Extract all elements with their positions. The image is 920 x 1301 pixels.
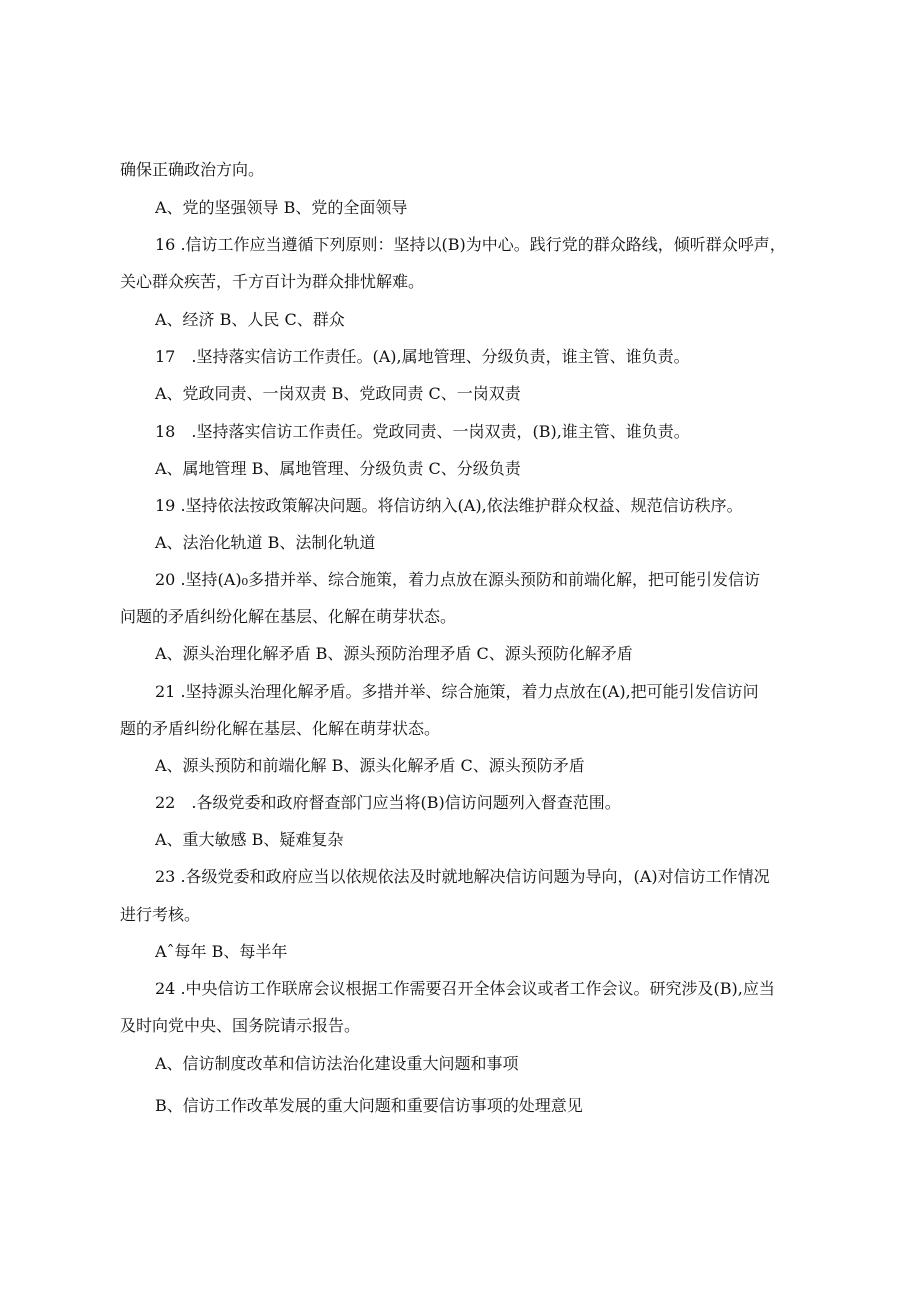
question-21: 21 .坚持源头治理化解矛盾。多措并举、综合施策，着力点放在(A),把可能引发信访问 <box>155 682 759 701</box>
answer-options-line: Aˆ每年 B、每半年 <box>155 942 288 961</box>
text-line: 关心群众疾苦，千方百计为群众排忧解难。 <box>120 272 425 291</box>
question-20: 20 .坚持(A)₀多措并举、综合施策，着力点放在源头预防和前端化解，把可能引发信访 <box>155 570 760 589</box>
question-22: 22 .各级党委和政府督查部门应当将(B)信访问题列入督查范围。 <box>155 793 621 812</box>
question-18: 18 .坚持落实信访工作责任。党政同责、一岗双责，(B),谁主管、谁负责。 <box>155 422 690 441</box>
question-16: 16 .信访工作应当遵循下列原则：坚持以(B)为中心。践行党的群众路线，倾听群众呼声， <box>155 235 786 254</box>
question-17: 17 .坚持落实信访工作责任。(A),属地管理、分级负责，谁主管、谁负责。 <box>155 347 690 366</box>
text-line: 题的矛盾纠纷化解在基层、化解在萌芽状态。 <box>120 719 441 738</box>
text-line: 确保正确政治方向。 <box>120 160 265 179</box>
answer-options-line: A、重大敏感 B、疑难复杂 <box>155 830 344 849</box>
answer-options-line: A、经济 B、人民 C、群众 <box>155 310 345 329</box>
answer-option-b: B、信访工作改革发展的重大问题和重要信访事项的处理意见 <box>155 1096 583 1115</box>
answer-options-line: A、党的坚强领导 B、党的全面领导 <box>155 198 408 217</box>
text-line: 进行考核。 <box>120 905 201 924</box>
text-line: 及时向党中央、国务院请示报告。 <box>120 1016 361 1035</box>
answer-options-line: A、党政同责、一岗双责 B、党政同责 C、一岗双责 <box>155 384 521 403</box>
answer-option-a: A、信访制度改革和信访法治化建设重大问题和事项 <box>155 1054 519 1073</box>
answer-options-line: A、属地管理 B、属地管理、分级负责 C、分级负责 <box>155 459 521 478</box>
question-24: 24 .中央信访工作联席会议根据工作需要召开全体会议或者工作会议。研究涉及(B),应当 <box>155 979 775 998</box>
text-line: 问题的矛盾纠纷化解在基层、化解在萌芽状态。 <box>120 607 457 626</box>
answer-options-line: A、法治化轨道 B、法制化轨道 <box>155 533 376 552</box>
question-23: 23 .各级党委和政府应当以依规依法及时就地解决信访问题为导向，(A)对信访工作情况 <box>155 867 770 886</box>
question-19: 19 .坚持依法按政策解决问题。将信访纳入(A),依法维护群众权益、规范信访秩序。 <box>155 496 743 515</box>
answer-options-line: A、源头预防和前端化解 B、源头化解矛盾 C、源头预防矛盾 <box>155 756 585 775</box>
answer-options-line: A、源头治理化解矛盾 B、源头预防治理矛盾 C、源头预防化解矛盾 <box>155 644 633 663</box>
